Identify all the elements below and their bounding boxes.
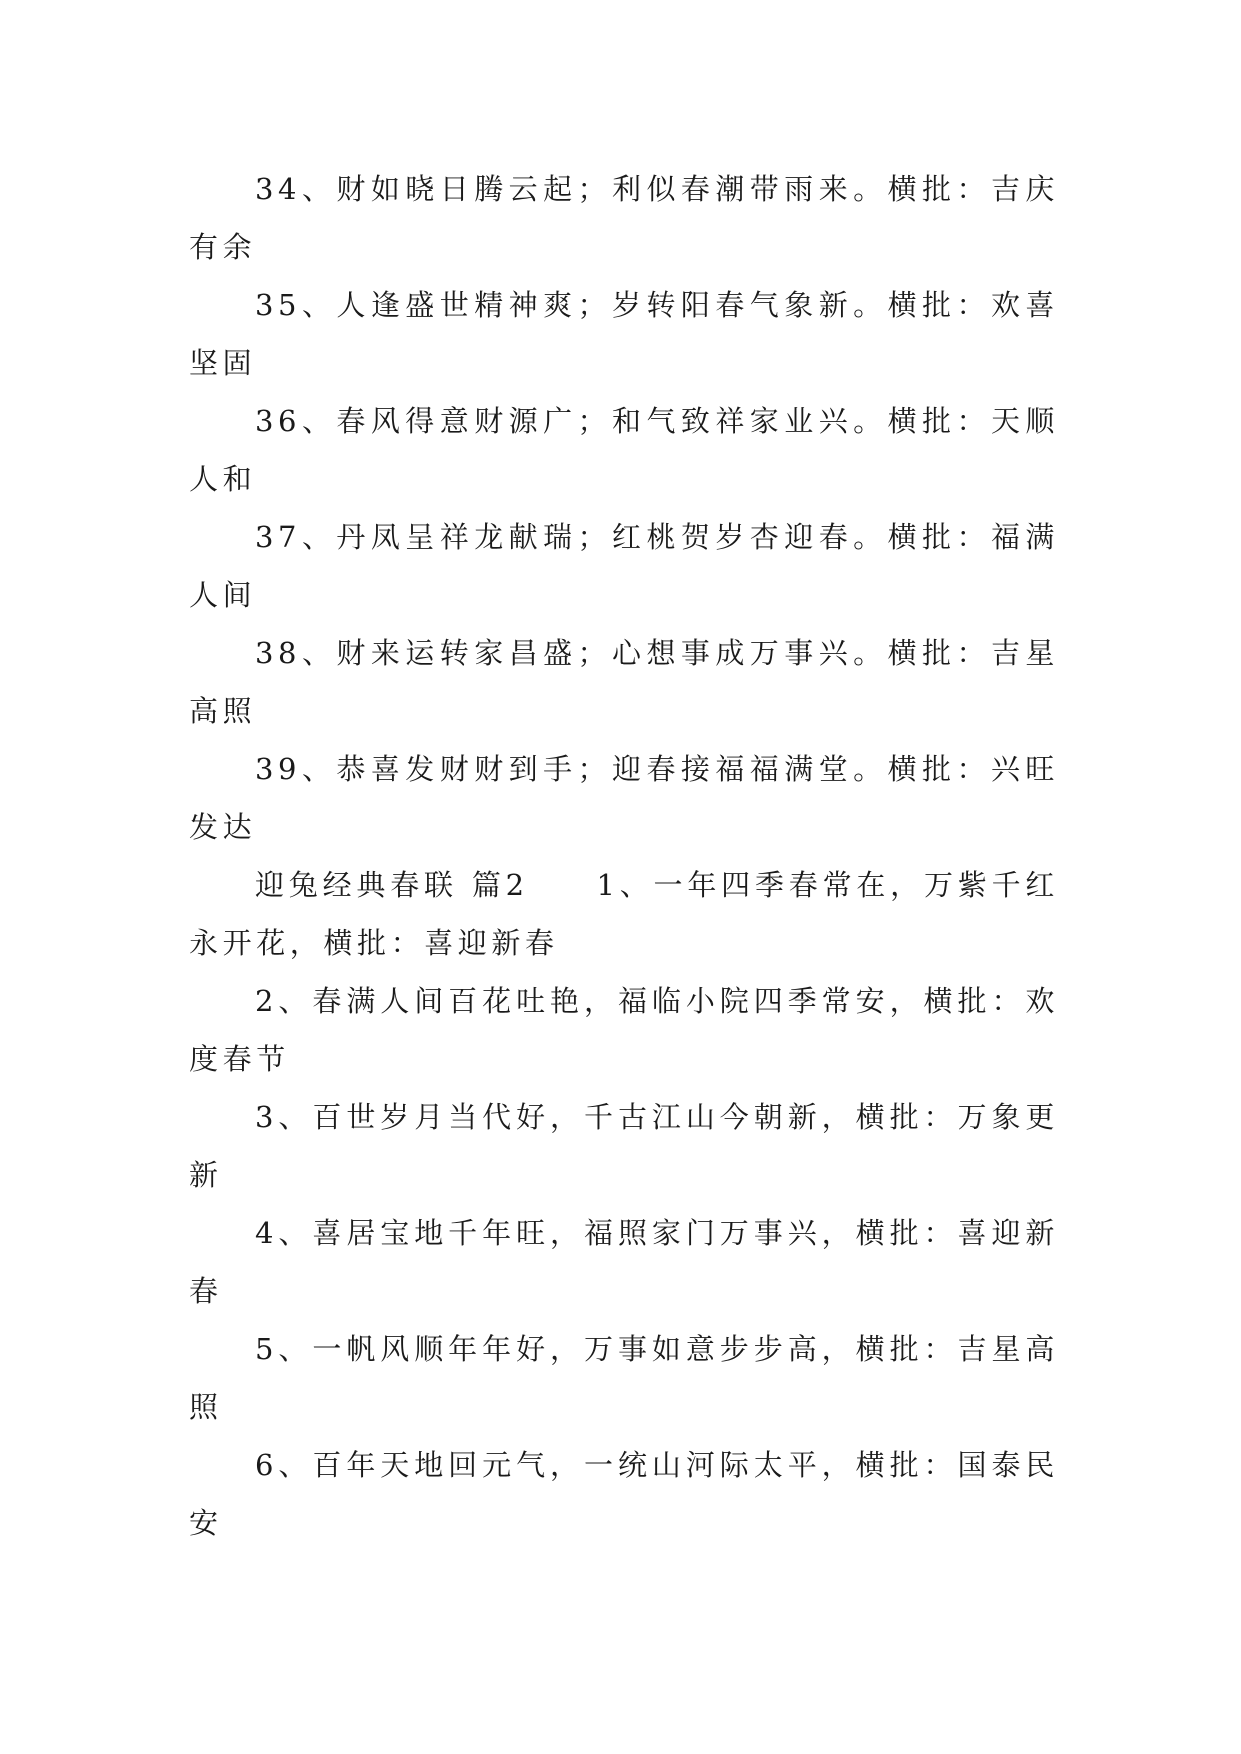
couplet-38: 38、财来运转家昌盛；心想事成万事兴。横批：吉星高照 [189, 636, 1059, 728]
document-body [189, 160, 1059, 1552]
couplet-5: 5、一帆风顺年年好，万事如意步步高，横批：吉星高照 [189, 1332, 1059, 1424]
couplet-3: 3、百世岁月当代好，千古江山今朝新，横批：万象更新 [189, 1100, 1059, 1192]
couplet-37: 37、丹凤呈祥龙献瑞；红桃贺岁杏迎春。横批：福满人间 [189, 520, 1059, 612]
couplet-4: 4、喜居宝地千年旺，福照家门万事兴，横批：喜迎新春 [189, 1216, 1059, 1308]
couplet-36: 36、春风得意财源广；和气致祥家业兴。横批：天顺人和 [189, 404, 1059, 496]
section-heading-and-couplet-1: 迎兔经典春联 篇2 1、一年四季春常在，万紫千红永开花，横批：喜迎新春 [189, 868, 1059, 960]
couplet-34: 34、财如晓日腾云起；利似春潮带雨来。横批：吉庆有余 [189, 172, 1059, 264]
couplet-39: 39、恭喜发财财到手；迎春接福福满堂。横批：兴旺发达 [189, 752, 1059, 844]
couplet-6: 6、百年天地回元气，一统山河际太平，横批：国泰民安 [189, 1448, 1059, 1540]
couplet-35: 35、人逢盛世精神爽；岁转阳春气象新。横批：欢喜坚固 [189, 288, 1059, 380]
couplet-2: 2、春满人间百花吐艳，福临小院四季常安，横批：欢度春节 [189, 984, 1059, 1076]
